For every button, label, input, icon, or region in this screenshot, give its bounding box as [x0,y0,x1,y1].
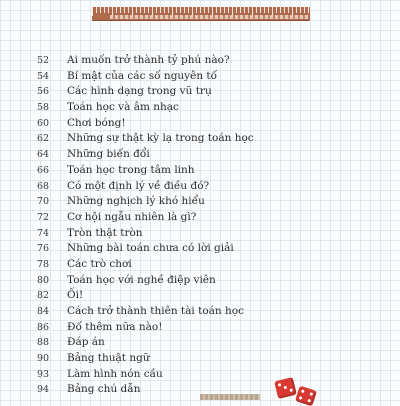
page-number: 86 [37,321,50,333]
die-pip [278,383,282,387]
die-pip [301,389,305,393]
toc-entry [0,53,400,69]
page-number: 80 [37,274,50,286]
page-number: 64 [37,149,50,161]
toc-entry [0,367,400,383]
toc-entry [0,320,400,336]
ruler-icon [92,7,310,20]
entry-title: Tròn thật tròn [67,226,143,239]
ruler-scale-band [110,15,308,19]
toc-entry [0,304,400,320]
page-number: 72 [37,211,50,223]
page-number: 62 [37,133,50,145]
entry-title: Ai muốn trở thành tỷ phú nào? [67,54,230,66]
entry-title: Bí mật của các số nguyên tố [67,69,218,82]
page-number: 58 [37,102,50,114]
entry-title: Chơi bóng! [67,116,126,129]
page-number: 93 [37,368,50,380]
entry-title: Những nghịch lý khó hiểu [67,195,205,208]
toc-entry [0,226,400,242]
die-pip [299,396,303,400]
toc-entry [0,131,400,147]
page-number: 54 [37,70,50,82]
entry-title: Bảng thuật ngữ [67,352,150,365]
toc-entry [0,257,400,273]
entry-title: Ối! [67,289,84,302]
toc-entry [0,84,400,100]
entry-title: Bảng chú dẫn [67,383,141,396]
toc-entry [0,179,400,195]
toc-entry [0,116,400,132]
entry-title: Cách trở thành thiên tài toán học [67,305,244,317]
entry-title: Làm hình nón cầu [67,367,163,380]
toc-entry [0,147,400,163]
page-number: 78 [37,258,50,270]
page-number: 70 [37,196,50,208]
toc-entry [0,288,400,304]
toc-entry [0,351,400,367]
tape-strip [200,394,260,400]
page-number: 68 [37,180,50,192]
page-number: 66 [37,164,50,176]
entry-title: Cơ hội ngẫu nhiên là gì? [67,210,197,223]
entry-title: Đáp án [67,336,105,349]
entry-title: Các trò chơi [67,257,132,270]
page-number: 88 [37,337,50,349]
page-number: 90 [37,353,50,365]
toc-entry [0,194,400,210]
toc-entry [0,335,400,351]
toc-entry [0,241,400,257]
entry-title: Toán học với nghề điệp viên [67,273,216,286]
page-number: 82 [37,290,50,302]
entry-title: Có một định lý về điều đó? [67,179,210,192]
die-pip [289,388,293,392]
die-pip [284,386,288,390]
entry-title: Các hình dạng trong vũ trụ [67,85,212,98]
page-number: 76 [37,243,50,255]
page-number: 94 [37,384,50,396]
toc-entry [0,163,400,179]
entry-title: Toán học trong tâm linh [67,163,195,176]
entry-title: Toán học và âm nhạc [67,101,179,114]
entry-title: Những biến đổi [67,148,150,161]
page-number: 56 [37,86,50,98]
page-number: 84 [37,306,50,317]
entry-title: Đố thêm nữa nào! [67,320,163,333]
entry-title: Những sự thật kỳ lạ trong toán học [67,132,254,145]
entry-title: Những bài toán chưa có lời giải [67,242,234,255]
page-number: 60 [37,117,50,129]
die-pip [307,399,311,403]
toc-entry [0,69,400,85]
table-of-contents [0,53,400,398]
die-pip [309,392,313,396]
toc-entry [0,210,400,226]
page-number: 52 [37,55,50,66]
toc-entry [0,100,400,116]
page-number: 74 [37,227,50,239]
toc-entry [0,273,400,289]
